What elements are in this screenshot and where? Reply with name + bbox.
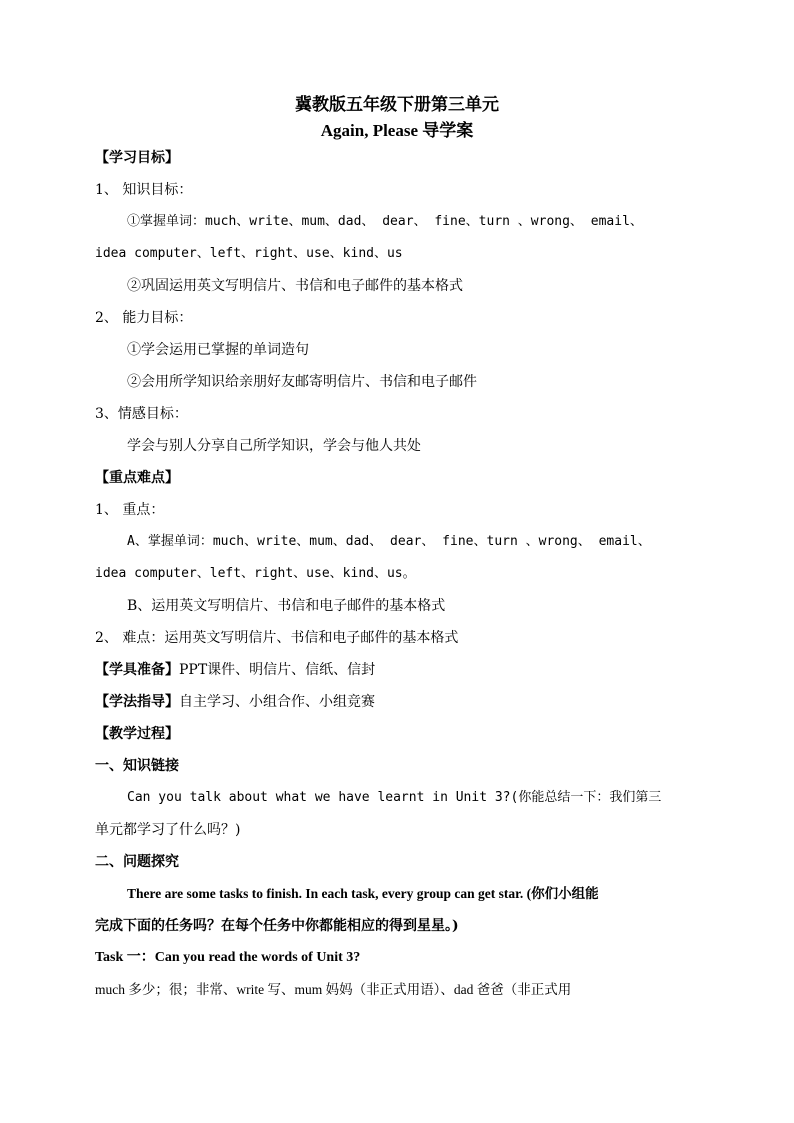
- objectives-item2-label: 2、 能力目标：: [95, 310, 193, 326]
- objectives-item3-label: 3、情感目标：: [95, 406, 188, 422]
- objectives-item2-a: ①学会运用已掌握的单词造句: [127, 342, 309, 358]
- section2-english: There are some tasks to finish. In each task, every group can get star.: [127, 886, 524, 901]
- process-heading: 【教学过程】: [95, 726, 179, 742]
- section1-title: 一、知识链接: [95, 758, 179, 774]
- preparation-line: [95, 654, 375, 686]
- document-subtitle: Again, Please 导学案: [320, 121, 474, 140]
- method-text: 自主学习、小组合作、小组竞赛: [179, 694, 375, 710]
- section2-line2: 完成下面的任务吗？在每个任务中你都能相应的得到星星。): [95, 918, 459, 934]
- objectives-item2-b: ②会用所学知识给亲朋好友邮寄明信片、书信和电子邮件: [127, 374, 477, 390]
- key-points-heading: 【重点难点】: [95, 470, 179, 486]
- section1-line1: Can you talk about what we have learnt in Unit 3?(你能总结一下：我们第三: [127, 790, 662, 805]
- task1-words: much 多少；很；非常、write 写、mum 妈妈（非正式用语）、dad 爸爸（非正式用: [95, 982, 572, 997]
- objectives-heading: 【学习目标】: [95, 150, 179, 166]
- section1-line2: 单元都学习了什么吗？): [95, 822, 241, 838]
- key-points-item1-a-line1: A、掌握单词：much、write、mum、dad、 dear、 fine、turn 、wrong、 email、: [127, 534, 651, 549]
- section2-line1: [127, 878, 599, 910]
- key-points-item2: 2、 难点：运用英文写明信片、书信和电子邮件的基本格式: [95, 630, 459, 646]
- method-line: [95, 686, 375, 718]
- objectives-item1-label: 1、 知识目标：: [95, 182, 193, 198]
- key-points-item1-label: 1、 重点：: [95, 502, 165, 518]
- objectives-item3-a: 学会与别人分享自己所学知识，学会与他人共处: [127, 438, 421, 454]
- preparation-label: 【学具准备】: [95, 662, 179, 678]
- task1-title: Task 一：Can you read the words of Unit 3?: [95, 950, 361, 965]
- preparation-text: PPT课件、明信片、信纸、信封: [179, 662, 376, 678]
- objectives-item1-a-line2: idea computer、left、right、use、kind、us: [95, 246, 403, 261]
- key-points-item1-b: B、运用英文写明信片、书信和电子邮件的基本格式: [127, 598, 446, 614]
- document-title: 冀教版五年级下册第三单元: [295, 95, 499, 115]
- method-label: 【学法指导】: [95, 694, 179, 710]
- section2-title: 二、问题探究: [95, 854, 179, 870]
- section2-chinese-1: (你们小组能: [523, 886, 599, 901]
- objectives-item1-a-line1: ①掌握单词：much、write、mum、dad、 dear、 fine、turn 、wrong、 email、: [127, 214, 643, 229]
- key-points-item1-a-line2: idea computer、left、right、use、kind、us。: [95, 566, 416, 581]
- objectives-item1-b: ②巩固运用英文写明信片、书信和电子邮件的基本格式: [127, 278, 463, 294]
